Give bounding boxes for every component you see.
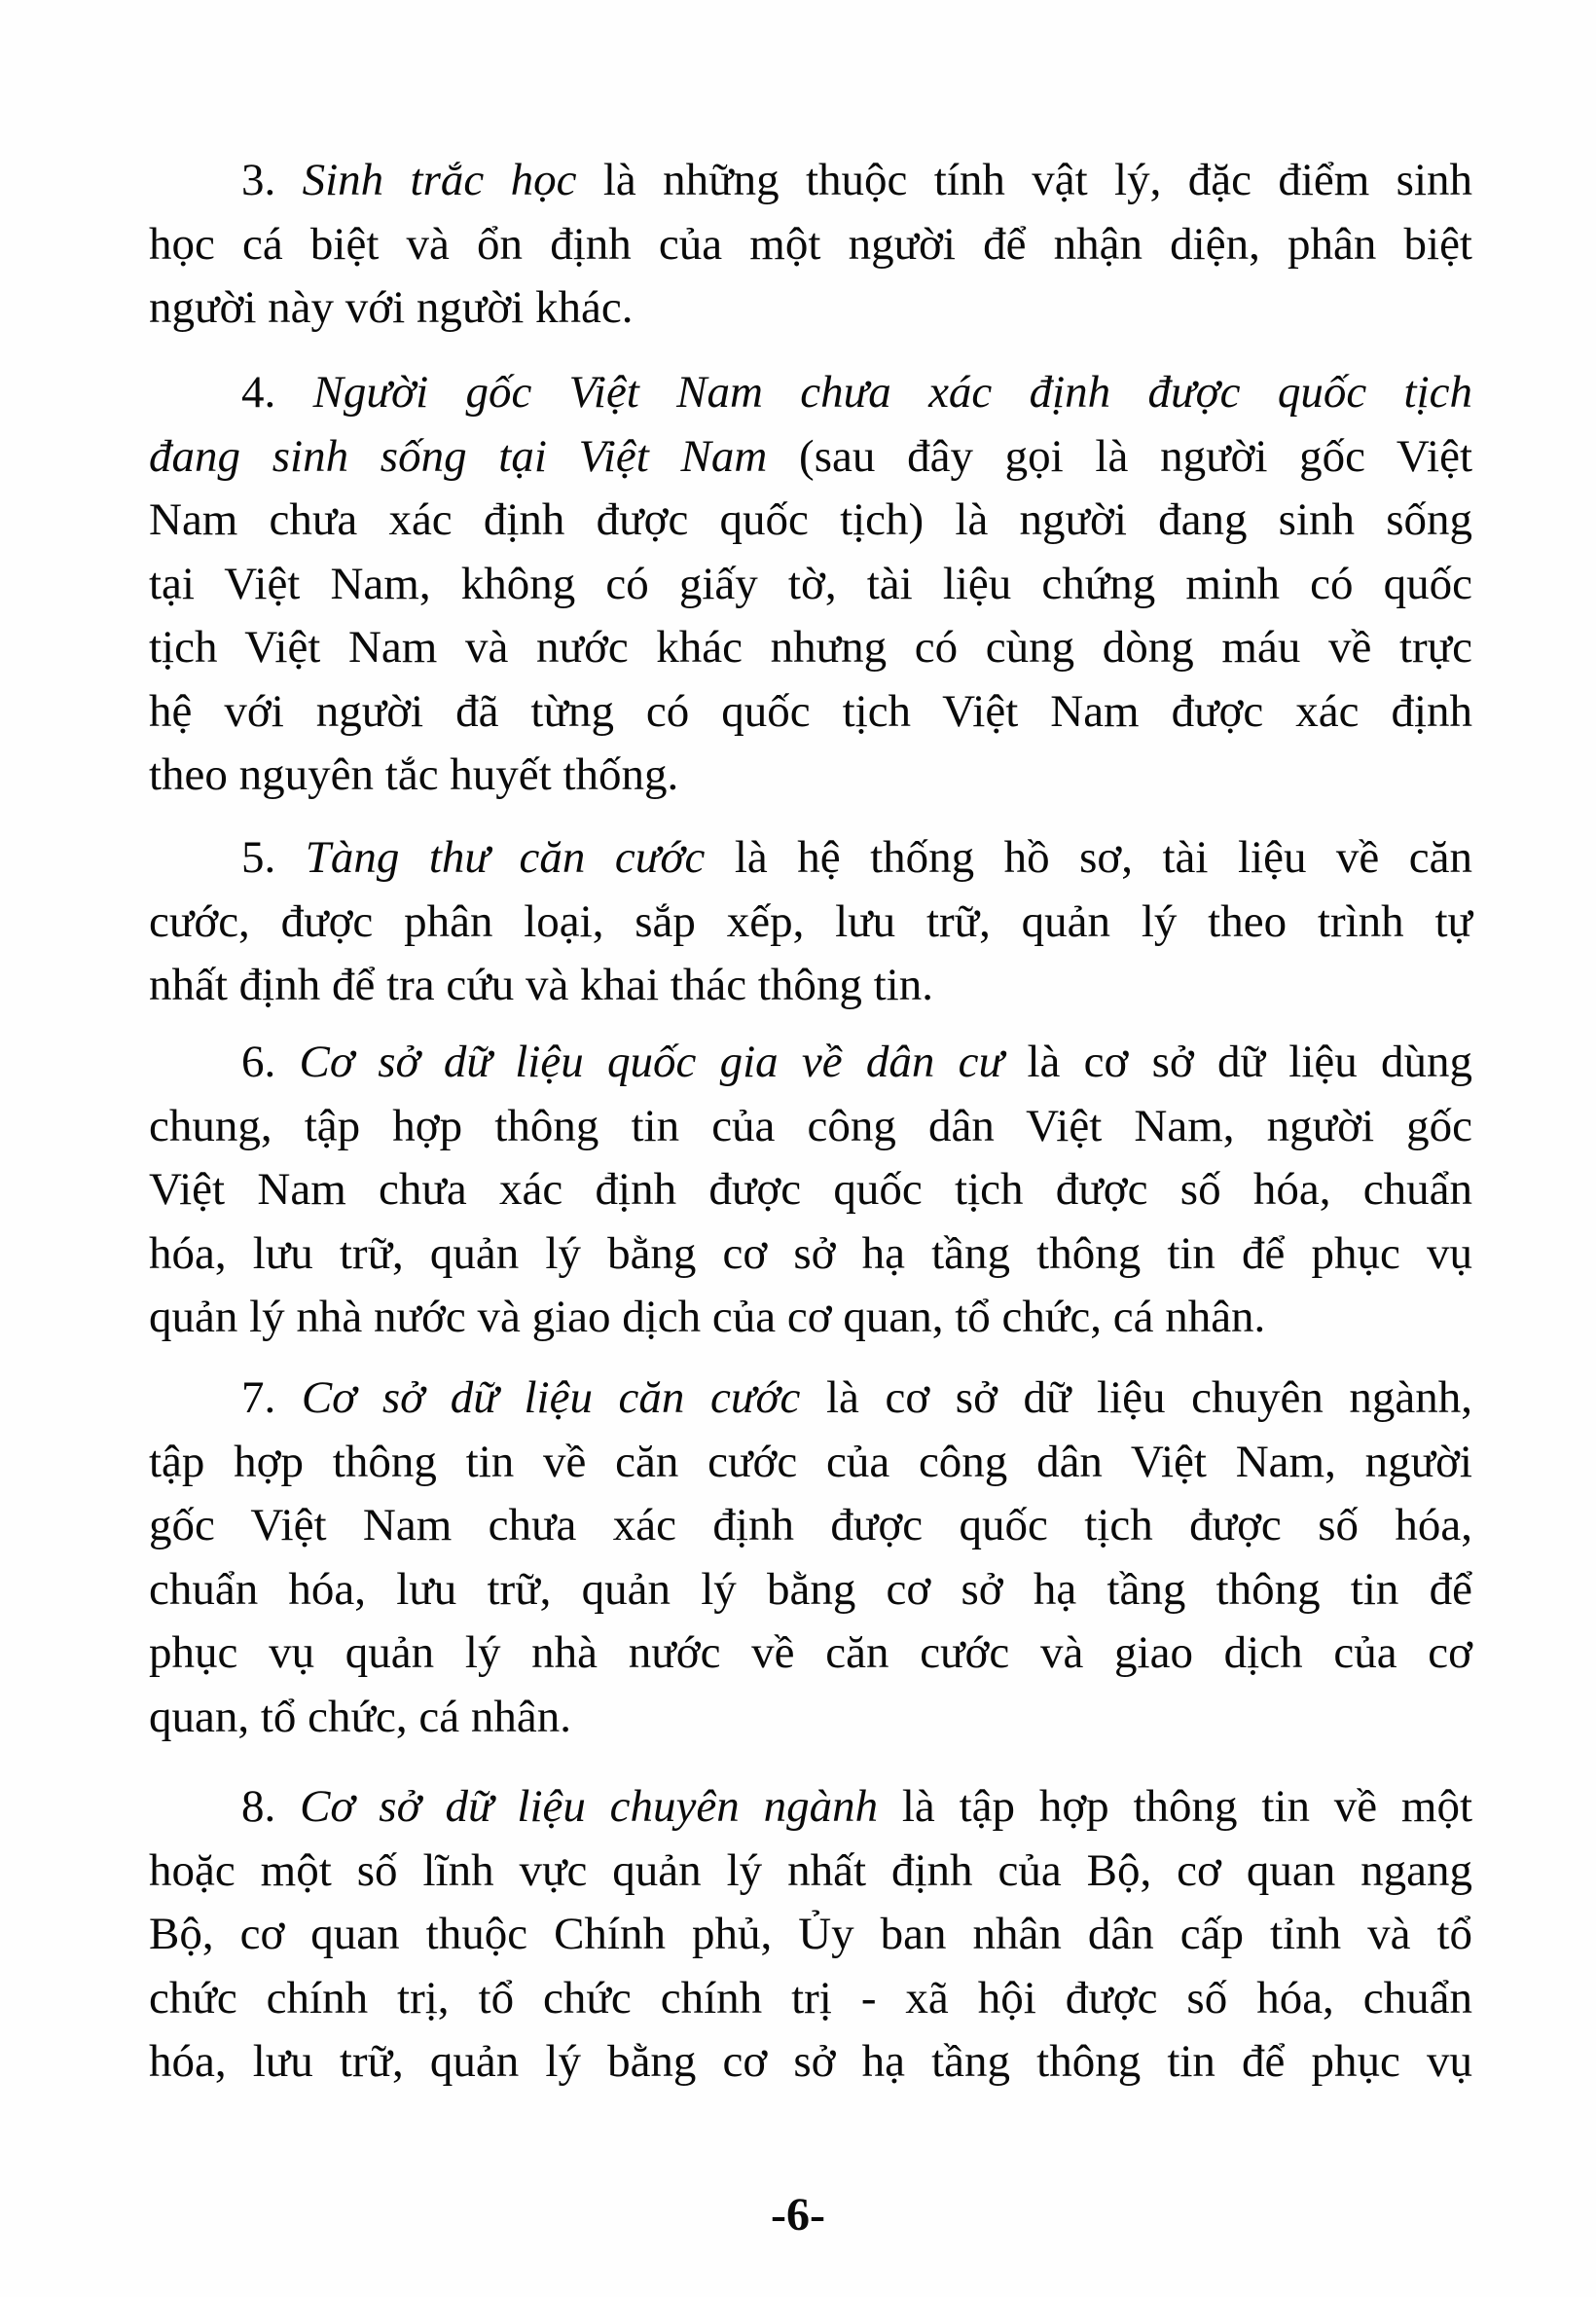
paragraph-line <box>149 425 1472 490</box>
paragraph-line: gốc Việt Nam chưa xác định được quốc tịch được số hóa, <box>149 1500 1472 1550</box>
page-number: -6- <box>771 2189 825 2241</box>
paragraph-line: hóa, lưu trữ, quản lý bằng cơ sở hạ tầng thông tin để phục vụ <box>149 2036 1472 2087</box>
defined-term: Cơ sở dữ liệu chuyên ngành <box>300 1781 879 1832</box>
line-text: là hệ thống hồ sơ, tài liệu về căn <box>705 832 1472 883</box>
line-text: là cơ sở dữ liệu dùng <box>1003 1037 1472 1087</box>
paragraph-line: chuẩn hóa, lưu trữ, quản lý bằng cơ sở hạ tầng thông tin để <box>149 1563 1472 1615</box>
paragraph-line: tại Việt Nam, không có giấy tờ, tài liệu chứng minh có quốc <box>149 558 1472 609</box>
definition-paragraph-5 <box>149 826 1472 1018</box>
paragraph-line <box>149 1775 1472 1840</box>
paragraph-line <box>149 1031 1472 1095</box>
definition-paragraph-6 <box>149 1031 1472 1350</box>
paragraph-line: hóa, lưu trữ, quản lý bằng cơ sở hạ tầng thông tin để phục vụ <box>149 1227 1472 1279</box>
line-text: là những thuộc tính vật lý, đặc điểm sinh <box>576 155 1473 205</box>
defined-term: Cơ sở dữ liệu căn cước <box>301 1372 801 1423</box>
item-number: 5. <box>241 832 276 883</box>
paragraph-line: chức chính trị, tổ chức chính trị - xã hội được số hóa, chuẩn <box>149 1972 1472 2024</box>
defined-term: Người gốc Việt Nam chưa xác định được quốc tịch <box>312 367 1472 418</box>
defined-term-continued: đang sinh sống tại Việt Nam <box>149 430 768 482</box>
paragraph-line: chung, tập hợp thông tin của công dân Việt Nam, người gốc <box>149 1100 1472 1151</box>
paragraph-line: theo nguyên tắc huyết thống. <box>149 749 679 800</box>
defined-term: Tàng thư căn cước <box>305 832 706 883</box>
paragraph-line: quản lý nhà nước và giao dịch của cơ quan, tổ chức, cá nhân. <box>149 1292 1266 1342</box>
paragraph-line: hoặc một số lĩnh vực quản lý nhất định của Bộ, cơ quan ngang <box>149 1844 1472 1896</box>
paragraph-line: quan, tổ chức, cá nhân. <box>149 1691 571 1742</box>
paragraph-line: học cá biệt và ổn định của một người để nhận diện, phân biệt <box>149 218 1472 270</box>
line-text: (sau đây gọi là người gốc Việt <box>767 430 1473 482</box>
paragraph-line: Việt Nam chưa xác định được quốc tịch được số hóa, chuẩn <box>149 1164 1472 1215</box>
paragraph-line <box>149 1367 1472 1431</box>
paragraph-line: Bộ, cơ quan thuộc Chính phủ, Ủy ban nhân dân cấp tỉnh và tổ <box>149 1909 1472 1959</box>
defined-term: Cơ sở dữ liệu quốc gia về dân cư <box>299 1037 1004 1087</box>
paragraph-line <box>149 149 1472 213</box>
paragraph-line: hệ với người đã từng có quốc tịch Việt Nam được xác định <box>149 685 1472 737</box>
line-text: là cơ sở dữ liệu chuyên ngành, <box>800 1372 1473 1423</box>
paragraph-line <box>149 826 1472 891</box>
item-number: 6. <box>241 1037 276 1087</box>
paragraph-line: cước, được phân loại, sắp xếp, lưu trữ, quản lý theo trình tự <box>149 895 1472 947</box>
paragraph-line: phục vụ quản lý nhà nước về căn cước và giao dịch của cơ <box>149 1627 1472 1678</box>
item-number: 4. <box>241 367 276 418</box>
item-number: 3. <box>241 155 276 205</box>
line-text: là tập hợp thông tin về một <box>878 1781 1473 1832</box>
definition-paragraph-8 <box>149 1775 1472 2095</box>
item-number: 8. <box>241 1781 276 1832</box>
paragraph-line: người này với người khác. <box>149 282 634 333</box>
paragraph-line <box>149 361 1472 425</box>
defined-term: Sinh trắc học <box>302 155 577 205</box>
definition-paragraph-7 <box>149 1367 1472 1749</box>
paragraph-line: Nam chưa xác định được quốc tịch) là người đang sinh sống <box>149 494 1472 545</box>
paragraph-line: nhất định để tra cứu và khai thác thông tin. <box>149 960 933 1010</box>
item-number: 7. <box>241 1372 276 1423</box>
definition-paragraph-3 <box>149 149 1472 341</box>
definition-paragraph-4 <box>149 361 1472 808</box>
paragraph-line: tịch Việt Nam và nước khác nhưng có cùng dòng máu về trực <box>149 622 1472 673</box>
paragraph-line: tập hợp thông tin về căn cước của công dân Việt Nam, người <box>149 1436 1472 1487</box>
